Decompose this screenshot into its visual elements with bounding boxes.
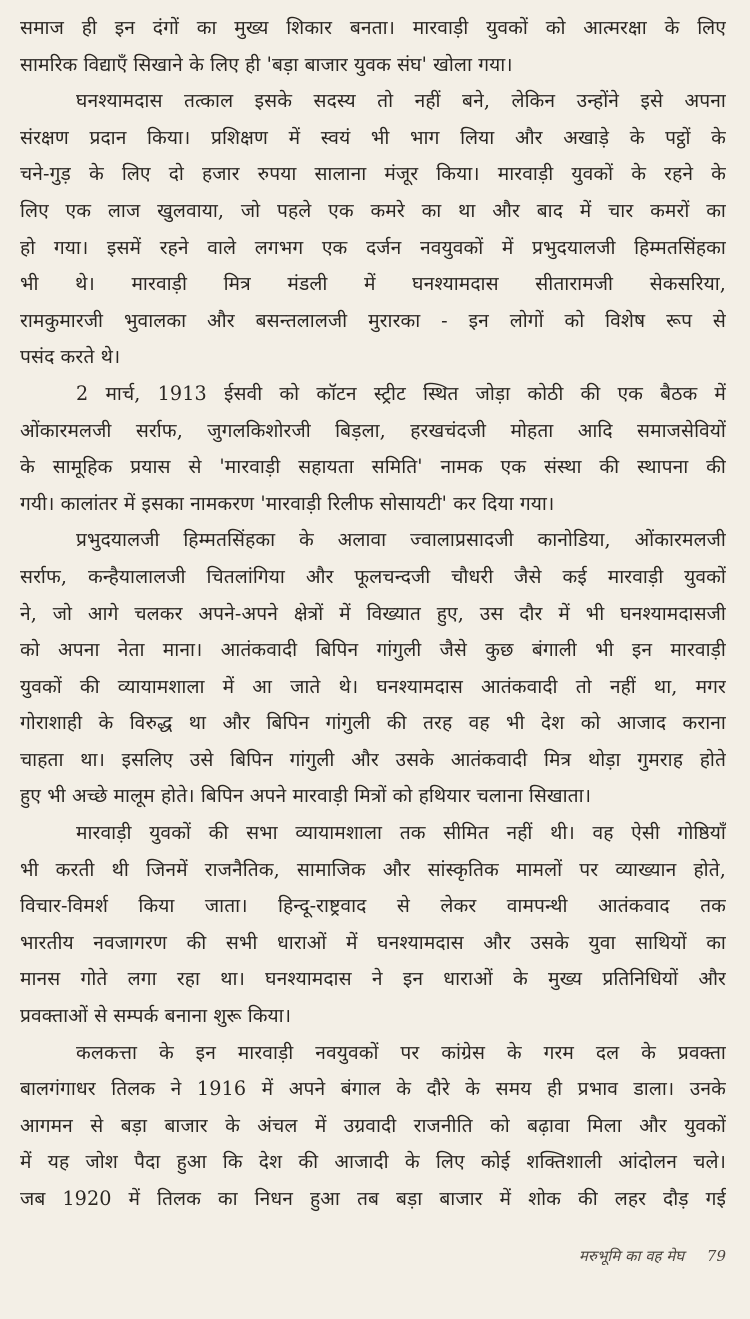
text-line: में यह जोश पैदा हुआ कि देश की आजादी के लिए कोई शक्तिशाली आंदोलन चले। (20, 1150, 726, 1174)
text-line: हो गया। इसमें रहने वाले लगभग एक दर्जन नवयुवकों में प्रभुदयालजी हिम्मतसिंहका (20, 235, 726, 259)
text-line: भारतीय नवजागरण की सभी धाराओं में घनश्यामदास और उसके युवा साथियों का (20, 930, 726, 954)
text-line: संरक्षण प्रदान किया। प्रशिक्षण में स्वयं भी भाग लिया और अखाड़े के पट्ठों के (20, 125, 726, 149)
text-line: भी करती थी जिनमें राजनैतिक, सामाजिक और सांस्कृतिक मामलों पर व्याख्यान होते, (20, 857, 726, 881)
text-line: के सामूहिक प्रयास से 'मारवाड़ी सहायता समिति' नामक एक संस्था की स्थापना की (20, 455, 726, 479)
text-line: पसंद करते थे। (20, 345, 121, 369)
text-line: घनश्यामदास तत्काल इसके सदस्य तो नहीं बने, लेकिन उन्होंने इसे अपना (76, 89, 726, 113)
text-line: गयी। कालांतर में इसका नामकरण 'मारवाड़ी रिलीफ सोसायटी' कर दिया गया। (20, 491, 555, 515)
text-line: चाहता था। इसलिए उसे बिपिन गांगुली और उसके आतंकवादी मित्र थोड़ा गुमराह होते (20, 747, 726, 771)
text-line: प्रभुदयालजी हिम्मतसिंहका के अलावा ज्वालाप्रसादजी कानोडिया, ओंकारमलजी (76, 528, 726, 552)
text-line: ओंकारमलजी सर्राफ, जुगलकिशोरजी बिड़ला, हरखचंदजी मोहता आदि समाजसेवियों (20, 418, 726, 442)
paragraph (20, 376, 726, 522)
text-line: 2 मार्च, 1913 ईसवी को कॉटन स्ट्रीट स्थित जोड़ा कोठी की एक बैठक में (76, 381, 726, 405)
text-line: भी थे। मारवाड़ी मित्र मंडली में घनश्यामदास सीतारामजी सेकसरिया, (20, 272, 726, 296)
paragraph (20, 815, 726, 1035)
text-line: युवकों की व्यायामशाला में आ जाते थे। घनश्यामदास आतंकवादी तो नहीं था, मगर (20, 674, 726, 698)
paragraph (20, 1035, 726, 1218)
paragraph (20, 522, 726, 815)
text-line: आगमन से बड़ा बाजार के अंचल में उग्रवादी राजनीति को बढ़ावा मिला और युवकों (20, 1113, 726, 1137)
page-number: 79 (706, 1247, 726, 1265)
text-line: कलकत्ता के इन मारवाड़ी नवयुवकों पर कांग्रेस के गरम दल के प्रवक्ता (76, 1040, 726, 1064)
text-line: बालगंगाधर तिलक ने 1916 में अपने बंगाल के दौरे के समय ही प्रभाव डाला। उनके (20, 1077, 726, 1101)
text-line: सामरिक विद्याएँ सिखाने के लिए ही 'बड़ा बाजार युवक संघ' खोला गया। (20, 52, 513, 76)
text-line: हुए भी अच्छे मालूम होते। बिपिन अपने मारवाड़ी मित्रों को हथियार चलाना सिखाता। (20, 784, 592, 808)
text-line: रामकुमारजी भुवालका और बसन्तलालजी मुरारका - इन लोगों को विशेष रूप से (20, 308, 726, 332)
text-line: ने, जो आगे चलकर अपने-अपने क्षेत्रों में विख्यात हुए, उस दौर में भी घनश्यामदासजी (20, 601, 726, 625)
text-line: विचार-विमर्श किया जाता। हिन्दू-राष्ट्रवाद से लेकर वामपन्थी आतंकवाद तक (20, 894, 726, 918)
text-line: चने-गुड़ के लिए दो हजार रुपया सालाना मंजूर किया। मारवाड़ी युवकों के रहने के (20, 162, 726, 186)
text-line: समाज ही इन दंगों का मुख्य शिकार बनता। मारवाड़ी युवकों को आत्मरक्षा के लिए (20, 16, 726, 39)
text-line: लिए एक लाज खुलवाया, जो पहले एक कमरे का था और बाद में चार कमरों का (20, 198, 726, 222)
text-line: मानस गोते लगा रहा था। घनश्यामदास ने इन धाराओं के मुख्य प्रतिनिधियों और (20, 967, 726, 991)
text-line: मारवाड़ी युवकों की सभा व्यायामशाला तक सीमित नहीं थी। वह ऐसी गोष्ठियाँ (76, 821, 726, 845)
paragraph (20, 10, 726, 83)
paragraph (20, 83, 726, 376)
running-title: मरुभूमि का वह मेघ (578, 1247, 685, 1265)
text-line: प्रवक्ताओं से सम्पर्क बनाना शुरू किया। (20, 1004, 292, 1028)
text-line: जब 1920 में तिलक का निधन हुआ तब बड़ा बाजार में शोक की लहर दौड़ गई (20, 1187, 726, 1210)
text-line: गोराशाही के विरुद्ध था और बिपिन गांगुली की तरह वह भी देश को आजाद कराना (20, 711, 726, 735)
body-text (20, 10, 726, 1218)
page-footer (579, 1246, 726, 1266)
text-line: को अपना नेता माना। आतंकवादी बिपिन गांगुली जैसे कुछ बंगाली भी इन मारवाड़ी (20, 638, 726, 662)
text-line: सर्राफ, कन्हैयालालजी चितलांगिया और फूलचन्दजी चौधरी जैसे कई मारवाड़ी युवकों (20, 564, 726, 588)
